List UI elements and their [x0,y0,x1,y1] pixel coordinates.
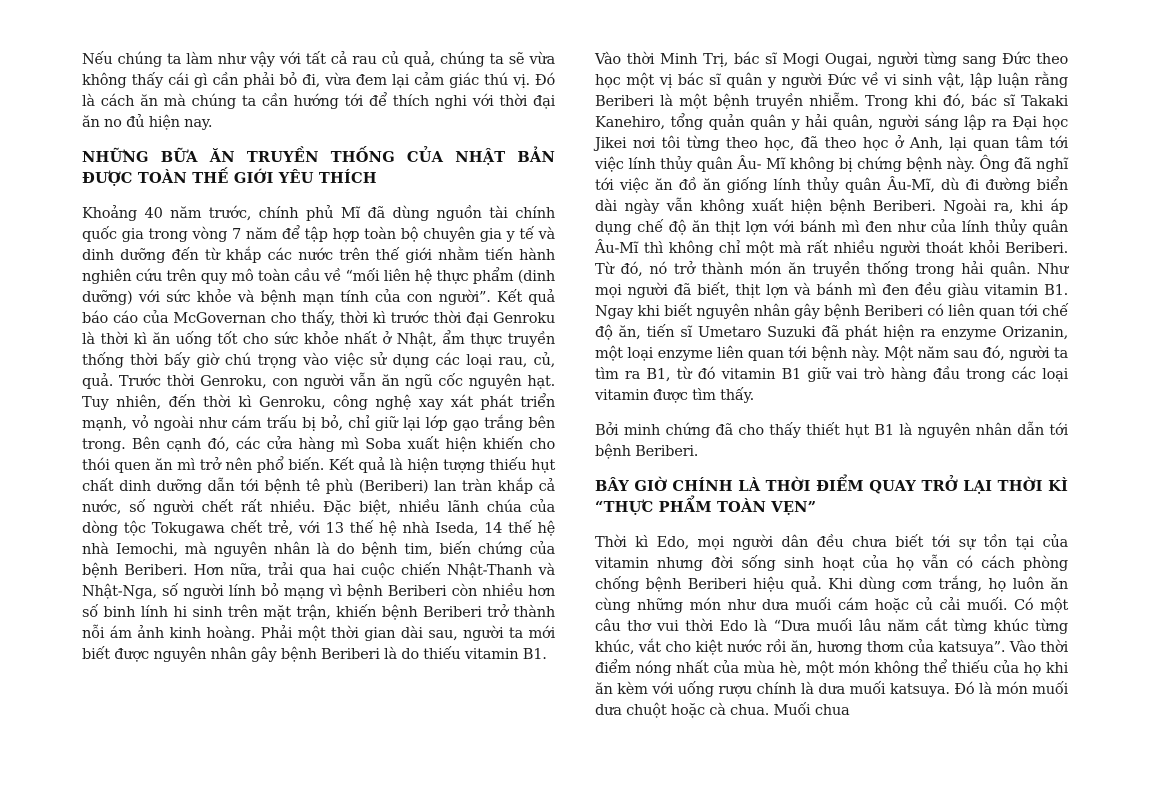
paragraph-intro: Nếu chúng ta làm như vậy với tất cả rau củ quả, chúng ta sẽ vừa không thấy cái gì cần phải bỏ đi, vừa đem lại cảm giác thú vị. Đó là cách ăn mà chúng ta cần hướng tới để thích nghi với thời đại ăn no đủ hiện nay. [82,51,555,131]
right-column [595,49,1068,735]
paragraph-edo-era: Thời kì Edo, mọi người dân đều chưa biết tới sự tồn tại của vitamin nhưng đời sống sinh hoạt của họ vẫn có cách phòng chống bệnh Beriberi hiệu quả. Khi dùng cơm trắng, họ luôn ăn cùng những món như dưa muối cám hoặc củ cải muối. Có một câu thơ vui thời Edo là “Dưa muối lâu năm cắt từng khúc từng khúc, vắt cho kiệt nước rồi ăn, hương thơm của katsuya”. Vào thời điểm nóng nhất của mùa hè, một món không thể thiếu của họ khi ăn kèm với uống rượu chính là dưa muối katsuya. Đó là món muối dưa chuột hoặc cà chua. Muối chua [595,534,1068,719]
section-heading-whole-foods: BÂY GIỜ CHÍNH LÀ THỜI ĐIỂM QUAY TRỞ LẠI THỜI KÌ “THỰC PHẨM TOÀN VẸN” [595,478,1068,516]
paragraph-b1-conclusion: Bởi minh chứng đã cho thấy thiết hụt B1 là nguyên nhân dẫn tới bệnh Beriberi. [595,422,1068,460]
paragraph-mcgovern-report: Khoảng 40 năm trước, chính phủ Mĩ đã dùng nguồn tài chính quốc gia trong vòng 7 năm để tập hợp toàn bộ chuyên gia y tế và dinh dưỡng đến từ khắp các nước trên thế giới nhằm tiến hành nghiên cứu trên quy mô toàn cầu về “mối liên hệ thực phẩm (dinh dưỡng) với sức khỏe và bệnh mạn tính của con người”. Kết quả báo cáo của McGovernan cho thấy, thời kì trước thời đại Genroku là thời kì ăn uống tốt cho sức khỏe nhất ở Nhật, ẩm thực truyền thống thời bấy giờ chú trọng vào việc sử dụng các loại rau, củ, quả. Trước thời Genroku, con người vẫn ăn ngũ cốc nguyên hạt. Tuy nhiên, đến thời kì Genroku, công nghệ xay xát phát triển mạnh, vỏ ngoài như cám trấu bị bỏ, chỉ giữ lại lớp gạo trắng bên trong. Bên cạnh đó, các cửa hàng mì Soba xuất hiện khiến cho thói quen ăn mì trở nên phổ biến. Kết quả là hiện tượng thiếu hụt chất dinh dưỡng dẫn tới bệnh tê phù (Beriberi) lan tràn khắp cả nước, số người chết rất nhiều. Đặc biệt, nhiều lãnh chúa của dòng tộc Tokugawa chết trẻ, với 13 thế hệ nhà Iseda, 14 thế hệ nhà Iemochi, mà nguyên nhân là do bệnh tim, biến chứng của bệnh Beriberi. Hơn nữa, trải qua hai cuộc chiến Nhật-Thanh và Nhật-Nga, số người lính bỏ mạng vì bệnh Beriberi còn nhiều hơn số binh lính hi sinh trên mặt trận, khiến bệnh Beriberi trở thành nỗi ám ảnh kinh hoàng. Phải một thời gian dài sau, người ta mới biết được nguyên nhân gây bệnh Beriberi là do thiếu vitamin B1. [82,205,555,663]
left-column [82,49,555,679]
paragraph-meiji-era: Vào thời Minh Trị, bác sĩ Mogi Ougai, người từng sang Đức theo học một vị bác sĩ quân y người Đức về vi sinh vật, lập luận rằng Beriberi là một bệnh truyền nhiễm. Trong khi đó, bác sĩ Takaki Kanehiro, tổng quản quân y hải quân, người sáng lập ra Đại học Jikei nơi tôi từng theo học, đã theo học ở Anh, lại quan tâm tới việc lính thủy quân Âu- Mĩ không bị chứng bệnh này. Ông đã nghĩ tới việc ăn đồ ăn giống lính thủy quân Âu-Mĩ, dù đi đường biển dài ngày vẫn không xuất hiện bệnh Beriberi. Ngoài ra, khi áp dụng chế độ ăn thịt lợn với bánh mì đen như của lính thủy quân Âu-Mĩ thì không chỉ một mà rất nhiều người thoát khỏi Beriberi. Từ đó, nó trở thành món ăn truyền thống trong hải quân. Như mọi người đã biết, thịt lợn và bánh mì đen đều giàu vitamin B1. Ngay khi biết nguyên nhân gây bệnh Beriberi có liên quan tới chế độ ăn, tiến sĩ Umetaro Suzuki đã phát hiện ra enzyme Orizanin, một loại enzyme liên quan tới bệnh này. Một năm sau đó, người ta tìm ra B1, từ đó vitamin B1 giữ vai trò hàng đầu trong các loại vitamin được tìm thấy. [595,51,1068,404]
section-heading-traditional-meals: NHỮNG BỮA ĂN TRUYỀN THỐNG CỦA NHẬT BẢN ĐƯỢC TOÀN THẾ GIỚI YÊU THÍCH [82,149,555,187]
